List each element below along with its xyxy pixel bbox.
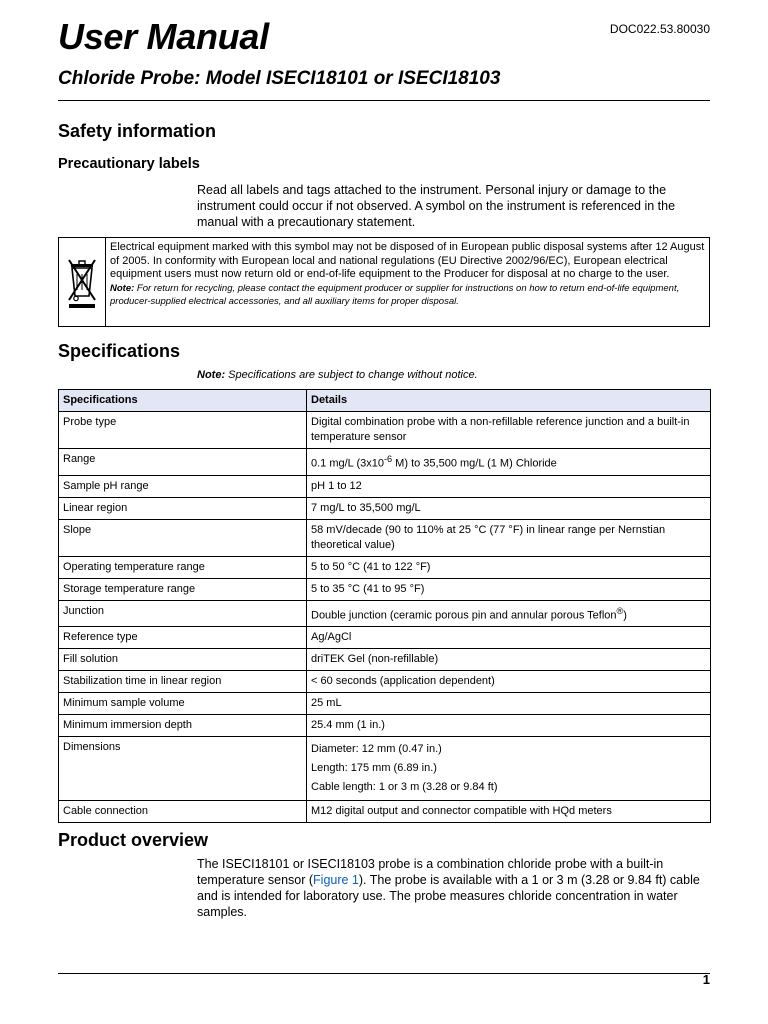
header-rule (58, 100, 710, 101)
spec-cell: Storage temperature range (59, 578, 307, 600)
weee-text: Electrical equipment marked with this symbol may not be disposed of in European public disposal systems after 12 August of 2005. In conformity with European local and national regulations (EU Directive 2002/96/EC), European electrical equipment users must now return old or end-of-life equipment to the Producer for disposal at no charge to the user. (110, 241, 705, 280)
detail-line: Diameter: 12 mm (0.47 in.) (311, 743, 442, 756)
precaution-heading: Precautionary labels (58, 156, 200, 172)
table-row (59, 627, 711, 649)
table-row (59, 693, 711, 715)
spec-cell: Cable connection (59, 801, 307, 823)
detail-text: ) (623, 609, 627, 622)
detail-cell: 25 mL (307, 693, 711, 715)
table-row (59, 600, 711, 627)
spec-cell: Minimum immersion depth (59, 715, 307, 737)
detail-cell: pH 1 to 12 (307, 475, 711, 497)
specifications-table (58, 389, 711, 823)
table-row (59, 715, 711, 737)
detail-cell: 5 to 35 °C (41 to 95 °F) (307, 578, 711, 600)
spec-cell: Linear region (59, 497, 307, 519)
detail-cell: 5 to 50 °C (41 to 122 °F) (307, 556, 711, 578)
table-row (59, 671, 711, 693)
table-row (59, 475, 711, 497)
page-number: 1 (702, 972, 710, 987)
detail-cell: 58 mV/decade (90 to 110% at 25 °C (77 °F) in linear range per Nernstian theoretical value) (307, 519, 711, 556)
col-header-specifications: Specifications (59, 390, 307, 412)
detail-text: Double junction (ceramic porous pin and annular porous Teflon (311, 609, 617, 622)
specifications-note (197, 369, 478, 381)
spec-cell: Fill solution (59, 649, 307, 671)
col-header-details: Details (307, 390, 711, 412)
detail-cell: Digital combination probe with a non-refillable reference junction and a built-in temperature sensor (307, 412, 711, 449)
weee-icon-cell (59, 238, 106, 326)
detail-text: 0.1 mg/L (3x10 (311, 457, 384, 470)
table-row (59, 649, 711, 671)
spec-cell: Junction (59, 600, 307, 627)
product-overview-text (197, 856, 709, 920)
table-row (59, 801, 711, 823)
weee-text-cell (106, 238, 709, 326)
detail-cell (307, 600, 711, 627)
detail-cell (307, 449, 711, 476)
weee-label-box (58, 237, 710, 327)
table-row (59, 412, 711, 449)
spec-cell: Stabilization time in linear region (59, 671, 307, 693)
spec-cell: Dimensions (59, 737, 307, 801)
spec-note-label: Note: (197, 369, 226, 381)
spec-cell: Sample pH range (59, 475, 307, 497)
detail-text: M) to 35,500 mg/L (1 M) Chloride (392, 457, 557, 470)
table-row (59, 556, 711, 578)
weee-note-text: For return for recycling, please contact the equipment producer or supplier for instructions on how to return end-of-life equipment, producer-supplied electrical accessories, and all auxiliary items for proper disposal. (110, 282, 680, 307)
weee-note-label: Note: (110, 282, 135, 294)
table-row (59, 449, 711, 476)
footer-rule (58, 973, 710, 974)
safety-heading: Safety information (58, 121, 217, 141)
table-header-row (59, 390, 711, 412)
spec-cell: Minimum sample volume (59, 693, 307, 715)
spec-cell: Range (59, 449, 307, 476)
detail-cell: < 60 seconds (application dependent) (307, 671, 711, 693)
detail-superscript: -6 (383, 454, 393, 464)
table-row (59, 578, 711, 600)
spec-cell: Slope (59, 519, 307, 556)
page-title: User Manual (58, 16, 269, 57)
spec-cell: Operating temperature range (59, 556, 307, 578)
registered-mark: ® (616, 605, 624, 616)
detail-cell (307, 737, 711, 801)
overview-text-end: ). The probe is available with a 1 or 3 m (3.28 or 9.84 ft) cable and is intended for laboratory use. The probe measures chloride concentration in water samples. (197, 873, 700, 919)
precaution-text: Read all labels and tags attached to the instrument. Personal injury or damage to the instrument could occur if not observed. A symbol on the instrument is referenced in the manual with a precautionary statement. (197, 183, 676, 229)
overview-text-start: The ISECI18101 or ISECI18103 probe is a combination chloride probe with a built-in temperature sensor ( (197, 857, 664, 887)
figure-1-link[interactable]: Figure 1 (313, 873, 359, 887)
spec-note-text: Specifications are subject to change without notice. (228, 369, 478, 381)
detail-cell: M12 digital output and connector compatible with HQd meters (307, 801, 711, 823)
detail-cell: driTEK Gel (non-refillable) (307, 649, 711, 671)
detail-cell: 25.4 mm (1 in.) (307, 715, 711, 737)
crossed-out-wheelie-bin-icon (65, 254, 99, 310)
page-subtitle: Chloride Probe: Model ISECI18101 or ISECI18103 (58, 68, 501, 89)
specifications-heading: Specifications (58, 341, 181, 361)
detail-line: Length: 175 mm (6.89 in.) (311, 762, 437, 775)
table-row (59, 519, 711, 556)
table-row (59, 737, 711, 801)
product-overview-heading: Product overview (58, 830, 209, 850)
spec-cell: Reference type (59, 627, 307, 649)
table-row (59, 497, 711, 519)
detail-cell: 7 mg/L to 35,500 mg/L (307, 497, 711, 519)
detail-line: Cable length: 1 or 3 m (3.28 or 9.84 ft) (311, 781, 498, 794)
weee-note (110, 282, 705, 308)
doc-code: DOC022.53.80030 (609, 22, 710, 36)
spec-cell: Probe type (59, 412, 307, 449)
detail-cell: Ag/AgCl (307, 627, 711, 649)
